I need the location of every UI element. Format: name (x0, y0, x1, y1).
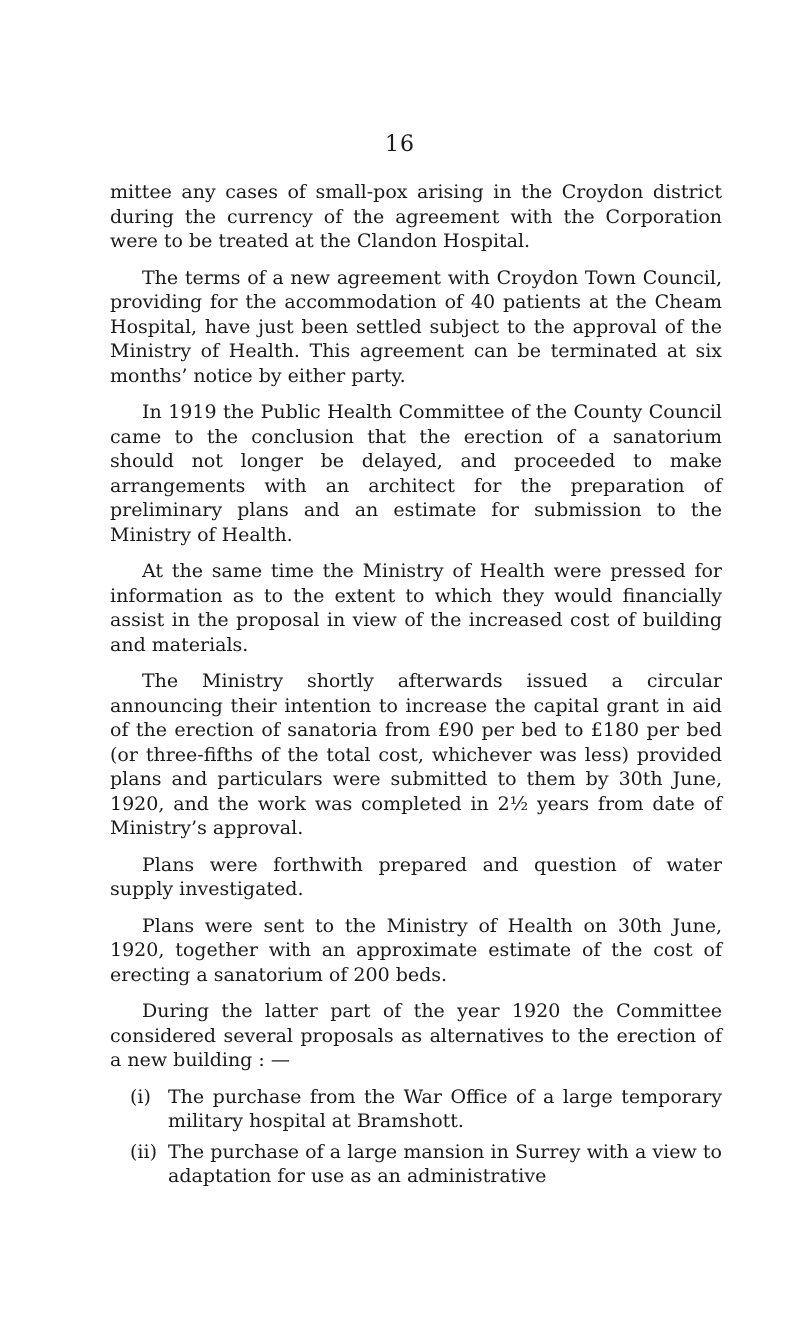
page-number: 16 (385, 132, 415, 157)
list-item-text: The purchase of a large mansion in Surrey with a view to adaptation for use as an administrative (168, 1140, 722, 1187)
paragraph-smallpox-continuation: mittee any cases of small-pox arising in the Croydon district during the currency of the agreement with the Corporation were to be treated at the Clandon Hospital. (110, 181, 722, 252)
list-item-surrey-mansion (110, 1140, 722, 1189)
paragraph-plans-sent: Plans were sent to the Ministry of Health on 30th June, 1920, together with an approximate estimate of the cost of erecting a sanatorium of 200 beds. (110, 914, 722, 986)
list-item-war-office (110, 1085, 722, 1134)
paragraph-plans-prepared: Plans were forthwith prepared and question of water supply investigated. (110, 853, 722, 900)
paragraph-new-agreement: The terms of a new agreement with Croydon Town Council, providing for the accommodation of 40 patients at the Cheam Hospital, have just been settled subject to the approval of the Ministry of Health. This agreement can be terminated at six months’ notice by either party. (110, 266, 722, 387)
list-marker: (ii) (130, 1140, 157, 1163)
paragraph-1919-sanatorium: In 1919 the Public Health Committee of the County Council came to the conclusion that the erection of a sanatorium should not longer be delayed, and proceeded to make arrangements with an architect for the preparation of preliminary plans and an estimate for submission to the Ministry of Health. (110, 401, 722, 546)
paragraph-alternatives: During the latter part of the year 1920 the Committee considered several proposals as alternatives to the erection of a new building : — (110, 1000, 722, 1071)
list-item-text: The purchase from the War Office of a large temporary military hospital at Bramshott. (168, 1085, 722, 1132)
paragraph-ministry-pressed: At the same time the Ministry of Health were pressed for information as to the extent to which they would financially assist in the proposal in view of the increased cost of building and materials. (110, 560, 722, 656)
list-marker: (i) (130, 1085, 151, 1108)
paragraph-capital-grant: The Ministry shortly afterwards issued a circular announcing their intention to increase the capital grant in aid of the erection of sanatoria from £90 per bed to £180 per bed (or three-fifths of the total cost, whichever was less) provided plans and particulars were submitted to them by 30th June, 1920, and the work was completed in 2½ years from date of Ministry’s approval. (110, 670, 722, 839)
body-text (110, 180, 722, 1195)
